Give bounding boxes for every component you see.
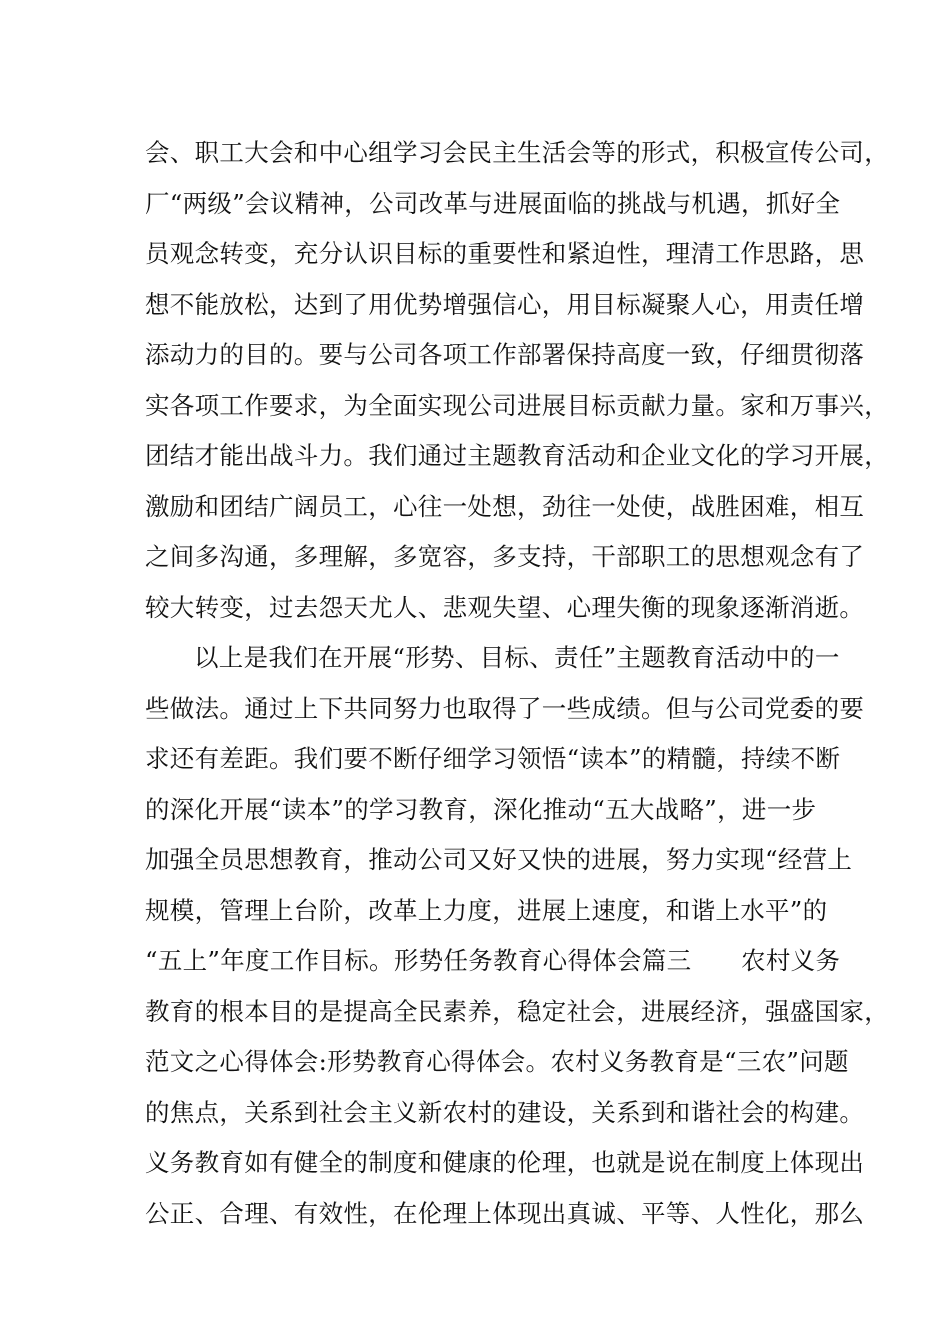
text-line: 规模，管理上台阶，改革上力度，进展上速度，和谐上水平”的 xyxy=(145,895,828,925)
text-line: 义务教育如有健全的制度和健康的伦理，也就是说在制度上体现出 xyxy=(145,1148,865,1177)
text-line: 范文之心得体会:形势教育心得体会。农村义务教育是“三农”问题 xyxy=(145,1047,849,1076)
text-line: 厂“两级”会议精神，公司改革与进展面临的挑战与机遇，抓好全 xyxy=(145,188,841,218)
text-line: 教育的根本目的是提高全民素养，稳定社会，进展经济，强盛国家， xyxy=(145,996,889,1026)
text-line: 些做法。通过上下共同努力也取得了一些成绩。但与公司党委的要 xyxy=(145,693,865,723)
body-text xyxy=(145,128,889,1239)
text-line: 加强全员思想教育，推动公司又好又快的进展，努力实现“经营上 xyxy=(145,845,853,874)
paragraph-start-line: 以上是我们在开展“形势、目标、责任”主题教育活动中的一 xyxy=(194,643,840,672)
text-line: 的深化开展“读本”的学习教育，深化推动“五大战略”，进一步 xyxy=(145,794,817,824)
text-line: 员观念转变，充分认识目标的重要性和紧迫性，理清工作思路，思 xyxy=(145,239,865,268)
text-line: 公正、合理、有效性，在伦理上体现出真诚、平等、人性化，那么 xyxy=(145,1198,865,1228)
text-line: 实各项工作要求，为全面实现公司进展目标贡献力量。家和万事兴， xyxy=(145,390,889,420)
text-line: 之间多沟通，多理解，多宽容，多支持，干部职工的思想观念有了 xyxy=(145,542,865,571)
text-line: 会、职工大会和中心组学习会民主生活会等的形式，积极宣传公司， xyxy=(145,138,889,167)
text-line: 想不能放松，达到了用优势增强信心，用目标凝聚人心，用责任增 xyxy=(145,289,865,319)
text-line: 的焦点，关系到社会主义新农村的建设，关系到和谐社会的构建。 xyxy=(145,1097,865,1127)
text-line: “五上”年度工作目标。形势任务教育心得体会篇三 农村义务 xyxy=(145,946,841,975)
text-line: 添动力的目的。要与公司各项工作部署保持高度一致，仔细贯彻落 xyxy=(145,340,865,369)
text-line: 求还有差距。我们要不断仔细学习领悟“读本”的精髓，持续不断 xyxy=(145,744,841,773)
text-line: 团结才能出战斗力。我们通过主题教育活动和企业文化的学习开展， xyxy=(145,441,889,470)
text-line: 较大转变，过去怨天尤人、悲观失望、心理失衡的现象逐渐消逝。 xyxy=(145,592,865,622)
text-line: 激励和团结广阔员工，心往一处想，劲往一处使，战胜困难，相互 xyxy=(145,491,865,521)
